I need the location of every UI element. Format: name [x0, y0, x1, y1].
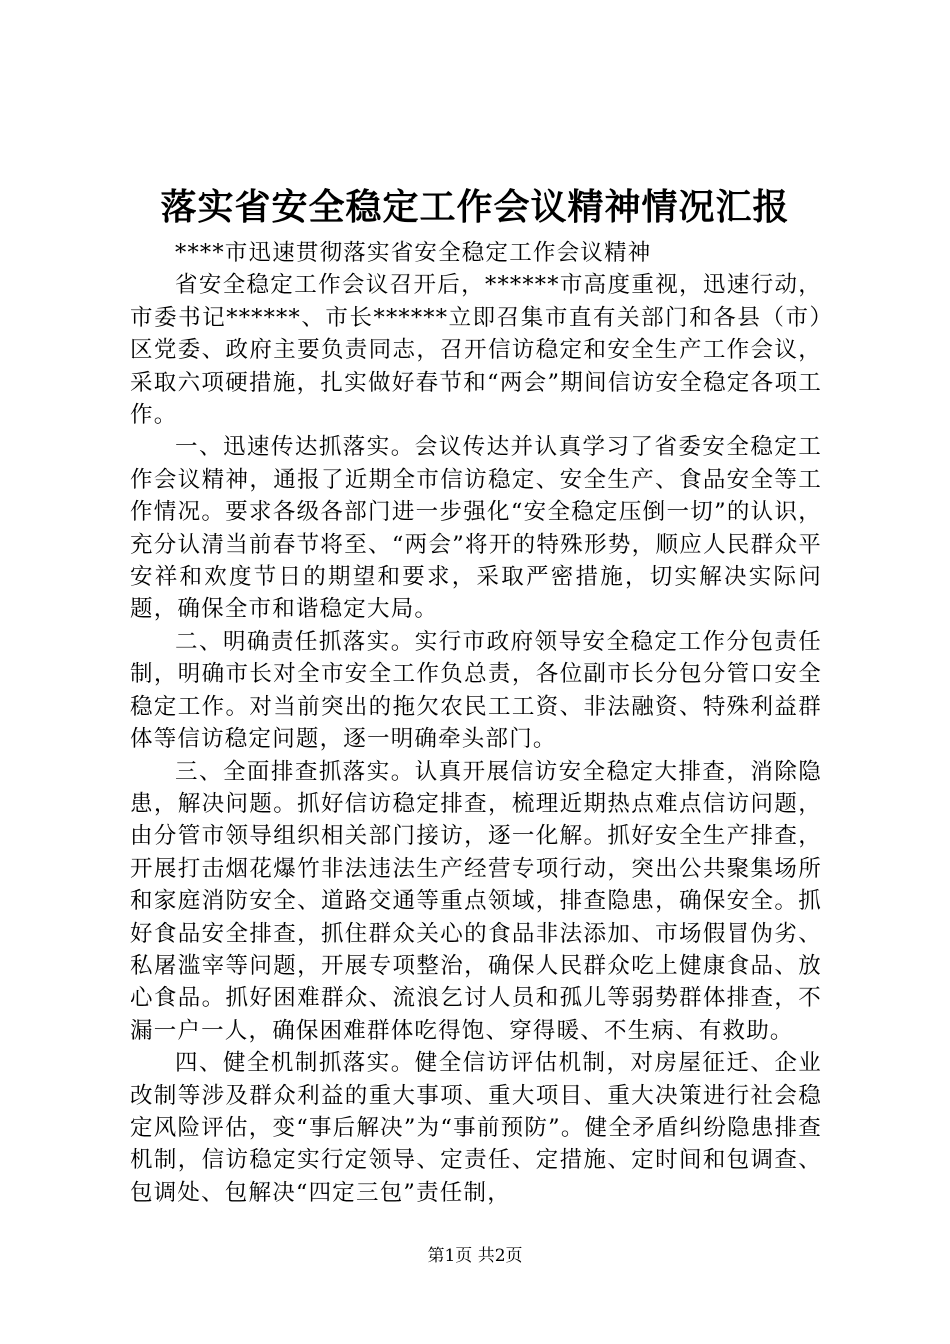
- paragraph-section-3: 三、全面排查抓落实。认真开展信访安全稳定大排查，消除隐患，解决问题。抓好信访稳定排查，梳理近期热点难点信访问题，由分管市领导组织相关部门接访，逐一化解。抓好安全生产排查，开展打击烟花爆竹非法违法生产经营专项行动，突出公共聚集场所和家庭消防安全、道路交通等重点领域，排查隐患，确保安全。抓好食品安全排查，抓住群众关心的食品非法添加、市场假冒伪劣、私屠滥宰等问题，开展专项整治，确保人民群众吃上健康食品、放心食品。抓好困难群众、流浪乞讨人员和孤儿等弱势群体排查，不漏一户一人，确保困难群体吃得饱、穿得暖、不生病、有救助。: [130, 758, 822, 1044]
- document-title: 落实省安全稳定工作会议精神情况汇报: [160, 186, 790, 228]
- page-number-footer: 第1页 共2页: [427, 1246, 523, 1266]
- paragraph-subtitle: ****市迅速贯彻落实省安全稳定工作会议精神: [175, 240, 652, 266]
- paragraph-section-4: 四、健全机制抓落实。健全信访评估机制，对房屋征迁、企业改制等涉及群众利益的重大事项、重大项目、重大决策进行社会稳定风险评估，变“事后解决”为“事前预防”。健全矛盾纠纷隐患排查机制，信访稳定实行定领导、定责任、定措施、定时间和包调查、包调处、包解决“四定三包”责任制，: [130, 1050, 822, 1206]
- document-body: [130, 237, 822, 1209]
- paragraph-section-2: 二、明确责任抓落实。实行市政府领导安全稳定工作分包责任制，明确市长对全市安全工作负总责，各位副市长分包分管口安全稳定工作。对当前突出的拖欠农民工工资、非法融资、特殊利益群体等信访稳定问题，逐一明确牵头部门。: [130, 628, 822, 753]
- paragraph-section-1: 一、迅速传达抓落实。会议传达并认真学习了省委安全稳定工作会议精神，通报了近期全市信访稳定、安全生产、食品安全等工作情况。要求各级各部门进一步强化“安全稳定压倒一切”的认识，充分认清当前春节将至、“两会”将开的特殊形势，顺应人民群众平安祥和欢度节日的期望和要求，采取严密措施，切实解决实际问题，确保全市和谐稳定大局。: [130, 434, 822, 623]
- paragraph-intro: 省安全稳定工作会议召开后，******市高度重视，迅速行动，市委书记******、市长******立即召集市直有关部门和各县（市）区党委、政府主要负责同志，召开信访稳定和安全生产工作会议，采取六项硬措施，扎实做好春节和“两会”期间信访安全稳定各项工作。: [130, 272, 822, 429]
